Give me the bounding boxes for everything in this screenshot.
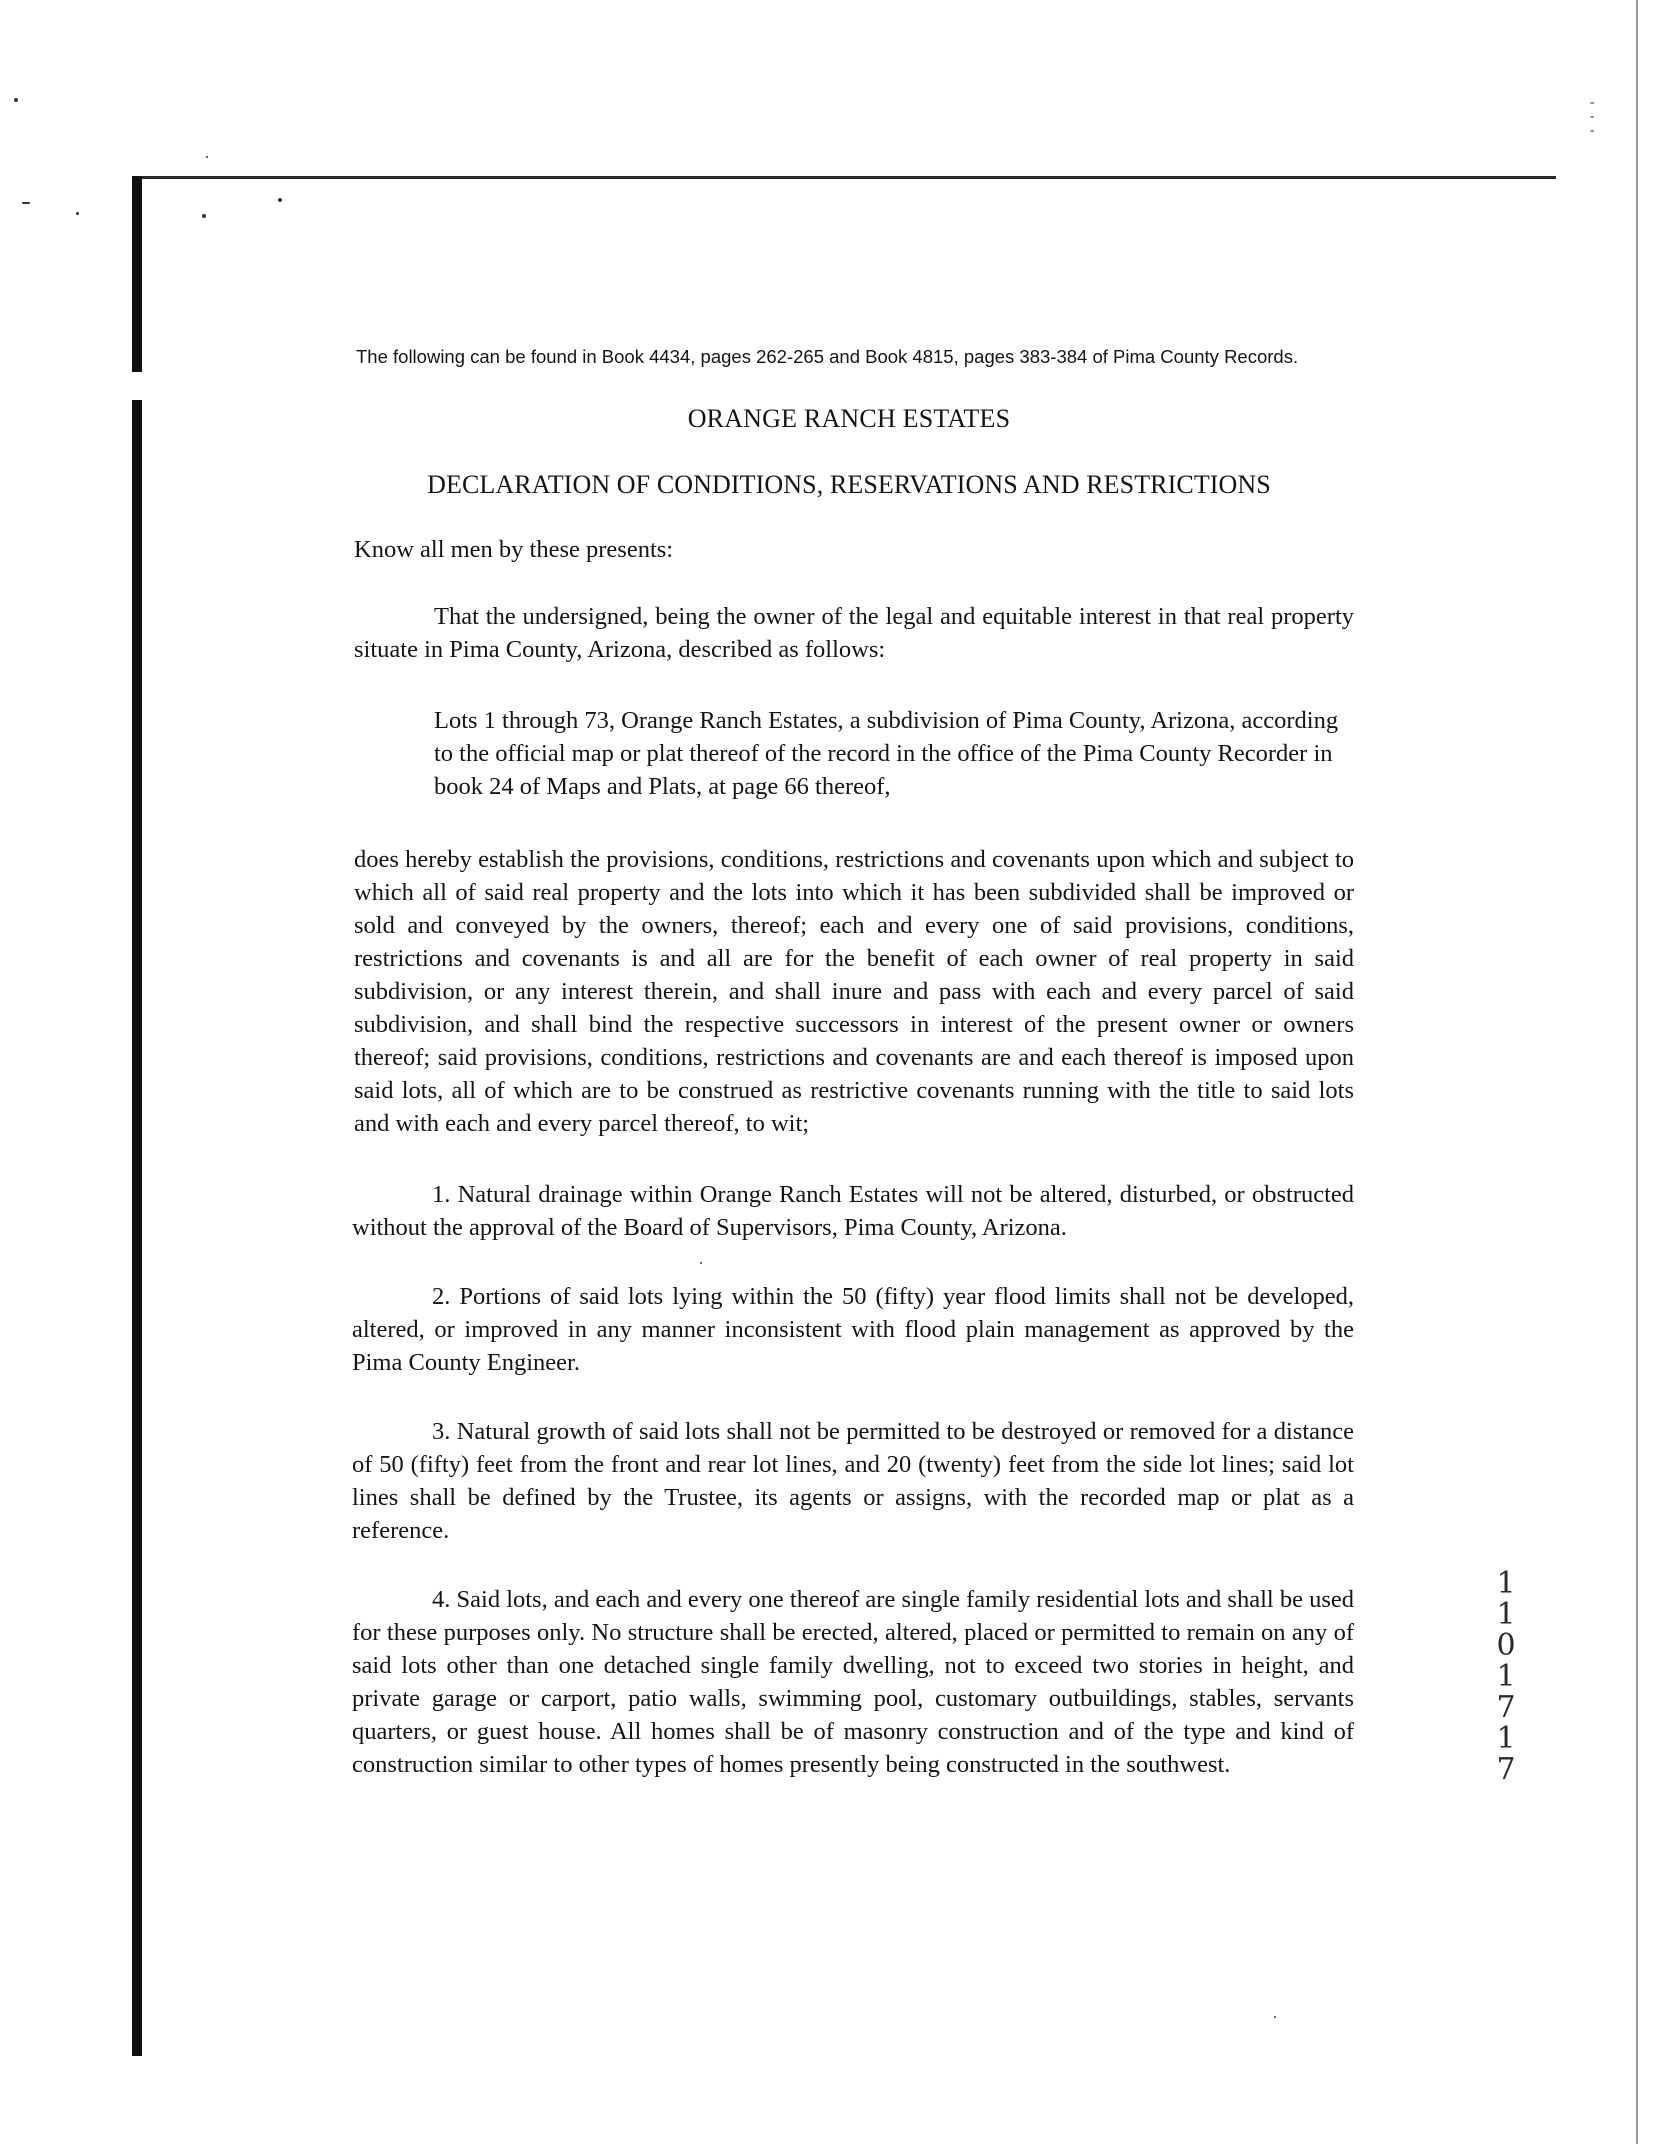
scan-speck: [206, 156, 208, 158]
document-subtitle: DECLARATION OF CONDITIONS, RESERVATIONS AND RESTRICTIONS: [427, 470, 1271, 499]
scan-speck: [22, 202, 30, 204]
scan-left-binding-bar: [132, 176, 142, 2056]
scan-speck: [202, 214, 206, 218]
greeting-line: Know all men by these presents:: [354, 536, 674, 563]
scan-right-dashes: - - -: [1588, 95, 1597, 139]
establishment-paragraph: does hereby establish the provisions, conditions, restrictions and covenants upon which and subject to which all of said real property and the lots into which it has been subdivided shall be improved or sold and conveyed by the owners, thereof; each and every one of said provisions, conditions, restrictions and covenants is and all are for the benefit of each owner of real property in said subdivision, or any interest therein, and shall inure and pass with each and every parcel of said subdivision, and shall bind the respective successors in interest of the present owner or owners thereof; said provisions, conditions, restrictions and covenants are and each thereof is imposed upon said lots, all of which are to be construed as restrictive covenants running with the title to said lots and with each and every parcel thereof, to wit;: [354, 846, 1354, 1137]
clause-3: 3. Natural growth of said lots shall not be permitted to be destroyed or removed for a distance of 50 (fifty) feet from the front and rear lot lines, and 20 (twenty) feet from the side lot lines; said lot lines shall be defined by the Trustee, its agents or assigns, with the recorded map or plat as a reference.: [352, 1418, 1354, 1544]
scan-speck: [76, 212, 79, 215]
clause-2: 2. Portions of said lots lying within the 50 (fifty) year flood limits shall not be developed, altered, or improved in any manner inconsistent with flood plain management as approved by the Pima County Engineer.: [352, 1283, 1354, 1376]
records-reference-note: The following can be found in Book 4434, pages 262-265 and Book 4815, pages 383-384 of Pima County Records.: [356, 346, 1299, 367]
scan-speck: [1274, 2016, 1276, 2018]
lot-description-paragraph: Lots 1 through 73, Orange Ranch Estates, a subdivision of Pima County, Arizona, according to the official map or plat thereof of the record in the office of the Pima County Recorder in book 24 of Maps and Plats, at page 66 thereof,: [434, 707, 1339, 800]
scan-left-bar-notch: [128, 372, 146, 400]
clause-4: 4. Said lots, and each and every one thereof are single family residential lots and shall be used for these purposes only. No structure shall be erected, altered, placed or permitted to remain on any of said lots other than one detached single family dwelling, not to exceed two stories in height, and private garage or carport, patio walls, swimming pool, customary outbuildings, stables, servants quarters, or guest house. All homes shall be of masonry construction and of the type and kind of construction similar to other types of homes presently being constructed in the southwest.: [352, 1586, 1354, 1778]
document-body: [344, 346, 1354, 1817]
scan-right-edge: [1636, 0, 1638, 2144]
intro-paragraph: That the undersigned, being the owner of the legal and equitable interest in that real property situate in Pima County, Arizona, described as follows:: [354, 603, 1354, 663]
scan-top-rule: [140, 176, 1556, 179]
scan-speck: [14, 98, 18, 102]
scan-speck: [278, 198, 282, 202]
clause-1: 1. Natural drainage within Orange Ranch Estates will not be altered, disturbed, or obstructed without the approval of the Board of Supervisors, Pima County, Arizona.: [352, 1181, 1354, 1241]
document-title: ORANGE RANCH ESTATES: [687, 404, 1011, 433]
margin-document-number: 1 1 0 1 7 1 7: [1496, 1566, 1516, 1787]
